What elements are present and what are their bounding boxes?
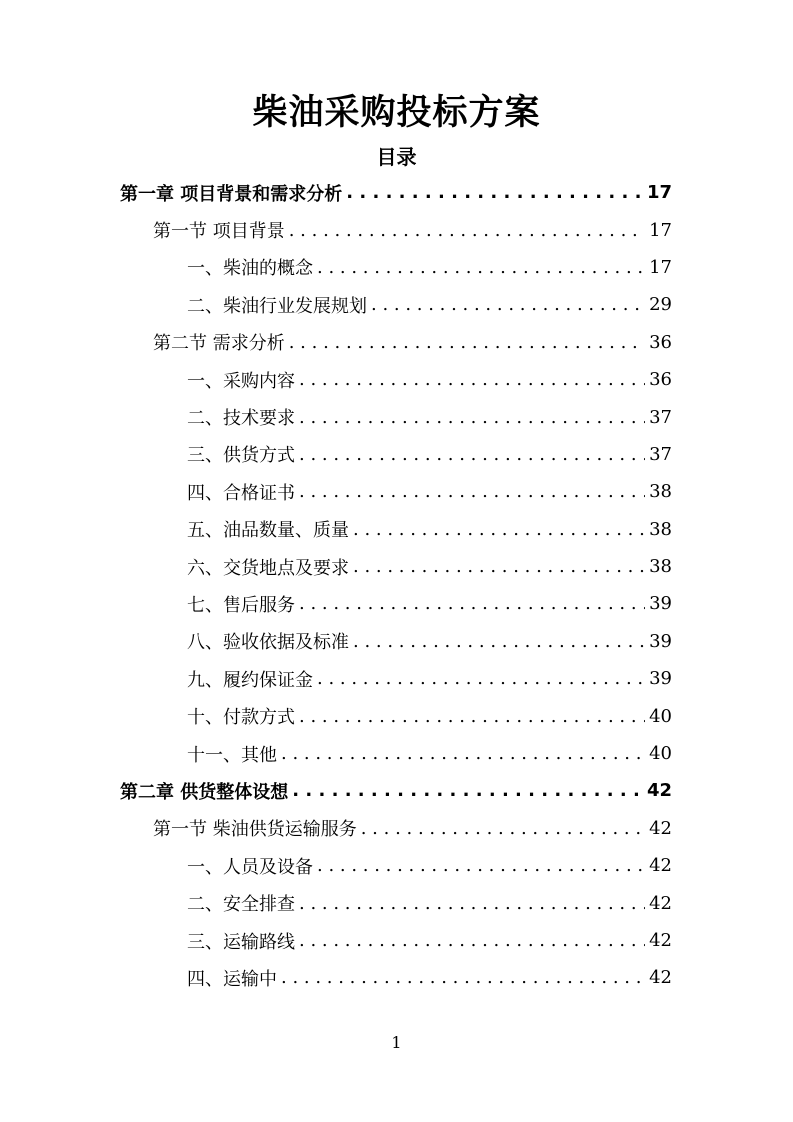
toc-dot-leader [353, 631, 645, 652]
toc-entry[interactable] [0, 585, 793, 622]
toc-entry-page: 37 [649, 406, 672, 428]
toc-entry-page: 36 [649, 331, 672, 353]
toc-entry-label: 八、验收依据及标准 [187, 632, 349, 654]
page-number: 1 [391, 1033, 402, 1052]
toc-entry-page: 39 [649, 630, 672, 652]
toc-entry[interactable] [0, 436, 793, 473]
toc-entry-page: 38 [649, 481, 672, 503]
toc-entry-label: 第二节 需求分析 [153, 333, 285, 355]
toc-entry-label: 九、履约保证金 [187, 669, 313, 691]
toc-entry[interactable] [0, 174, 793, 211]
toc-entry-page: 42 [649, 892, 672, 914]
toc-entry[interactable] [0, 847, 793, 884]
toc-entry-label: 五、油品数量、质量 [187, 520, 349, 542]
toc-entry-label: 第一节 柴油供货运输服务 [153, 819, 357, 841]
toc-entry[interactable] [0, 772, 793, 809]
toc-entry-label: 一、柴油的概念 [187, 258, 313, 280]
toc-entry-label: 十一、其他 [187, 744, 277, 766]
toc-entry-label: 十、付款方式 [187, 707, 295, 729]
toc-entry-page: 17 [649, 219, 672, 241]
toc-entry-page: 37 [649, 443, 672, 465]
toc-dot-leader [299, 407, 645, 428]
toc-entry-label: 七、售后服务 [187, 594, 295, 616]
toc-entry-page: 39 [649, 668, 672, 690]
table-of-contents [0, 174, 793, 997]
toc-entry-page: 17 [646, 182, 672, 204]
toc-dot-leader [299, 593, 645, 614]
toc-entry-label: 四、合格证书 [187, 482, 295, 504]
toc-dot-leader [299, 444, 645, 465]
toc-entry[interactable] [0, 810, 793, 847]
toc-entry-label: 六、交货地点及要求 [187, 557, 349, 579]
toc-dot-leader [281, 743, 645, 764]
toc-entry[interactable] [0, 548, 793, 585]
toc-dot-leader [317, 257, 645, 278]
toc-entry-label: 第一章 项目背景和需求分析 [120, 183, 343, 205]
toc-entry-label: 二、安全排查 [187, 894, 295, 916]
toc-entry[interactable] [0, 324, 793, 361]
toc-entry-page: 42 [649, 930, 672, 951]
toc-dot-leader [346, 182, 643, 203]
toc-entry-page: 42 [646, 780, 672, 802]
toc-dot-leader [289, 332, 645, 353]
toc-entry-label: 第二章 供货整体设想 [120, 781, 289, 803]
toc-entry[interactable] [0, 623, 793, 660]
toc-entry[interactable] [0, 959, 793, 996]
toc-entry[interactable] [0, 286, 793, 323]
toc-dot-leader [353, 519, 645, 540]
toc-entry-page: 42 [649, 855, 672, 877]
toc-dot-leader [299, 893, 645, 914]
toc-entry-page: 42 [649, 817, 672, 839]
toc-entry-page: 42 [649, 967, 672, 989]
toc-entry-label: 三、运输路线 [187, 931, 295, 953]
toc-entry-page: 29 [649, 294, 672, 316]
toc-dot-leader [317, 668, 645, 689]
toc-entry[interactable] [0, 249, 793, 286]
toc-heading: 目录 [376, 145, 417, 169]
toc-dot-leader [299, 930, 645, 951]
toc-entry-label: 三、供货方式 [187, 445, 295, 467]
toc-entry-label: 一、采购内容 [187, 370, 295, 392]
toc-entry[interactable] [0, 398, 793, 435]
toc-entry-label: 一、人员及设备 [187, 856, 313, 878]
toc-entry-page: 39 [649, 593, 672, 615]
toc-entry-label: 二、柴油行业发展规划 [187, 295, 367, 317]
toc-entry-label: 二、技术要求 [187, 408, 295, 430]
toc-entry-page: 38 [649, 518, 672, 540]
toc-entry-page: 40 [649, 705, 672, 727]
toc-entry[interactable] [0, 735, 793, 772]
toc-dot-leader [317, 855, 645, 876]
toc-dot-leader [299, 369, 645, 390]
toc-entry-label: 第一节 项目背景 [153, 221, 285, 243]
toc-entry[interactable] [0, 922, 793, 959]
toc-entry[interactable] [0, 697, 793, 734]
toc-dot-leader [299, 706, 645, 727]
toc-entry-page: 36 [649, 369, 672, 391]
toc-dot-leader [353, 556, 645, 577]
toc-entry[interactable] [0, 211, 793, 248]
toc-entry-page: 17 [649, 256, 672, 278]
toc-entry[interactable] [0, 473, 793, 510]
toc-entry[interactable] [0, 361, 793, 398]
document-title: 柴油采购投标方案 [252, 92, 541, 133]
toc-dot-leader [371, 294, 645, 315]
toc-dot-leader [289, 220, 645, 241]
toc-entry[interactable] [0, 660, 793, 697]
toc-dot-leader [281, 967, 645, 988]
toc-entry[interactable] [0, 884, 793, 921]
toc-dot-leader [361, 818, 645, 839]
toc-dot-leader [292, 780, 643, 801]
toc-dot-leader [299, 481, 645, 502]
toc-entry-page: 40 [649, 743, 672, 765]
toc-entry-page: 38 [649, 556, 672, 578]
toc-entry[interactable] [0, 511, 793, 548]
toc-entry-label: 四、运输中 [187, 968, 277, 990]
